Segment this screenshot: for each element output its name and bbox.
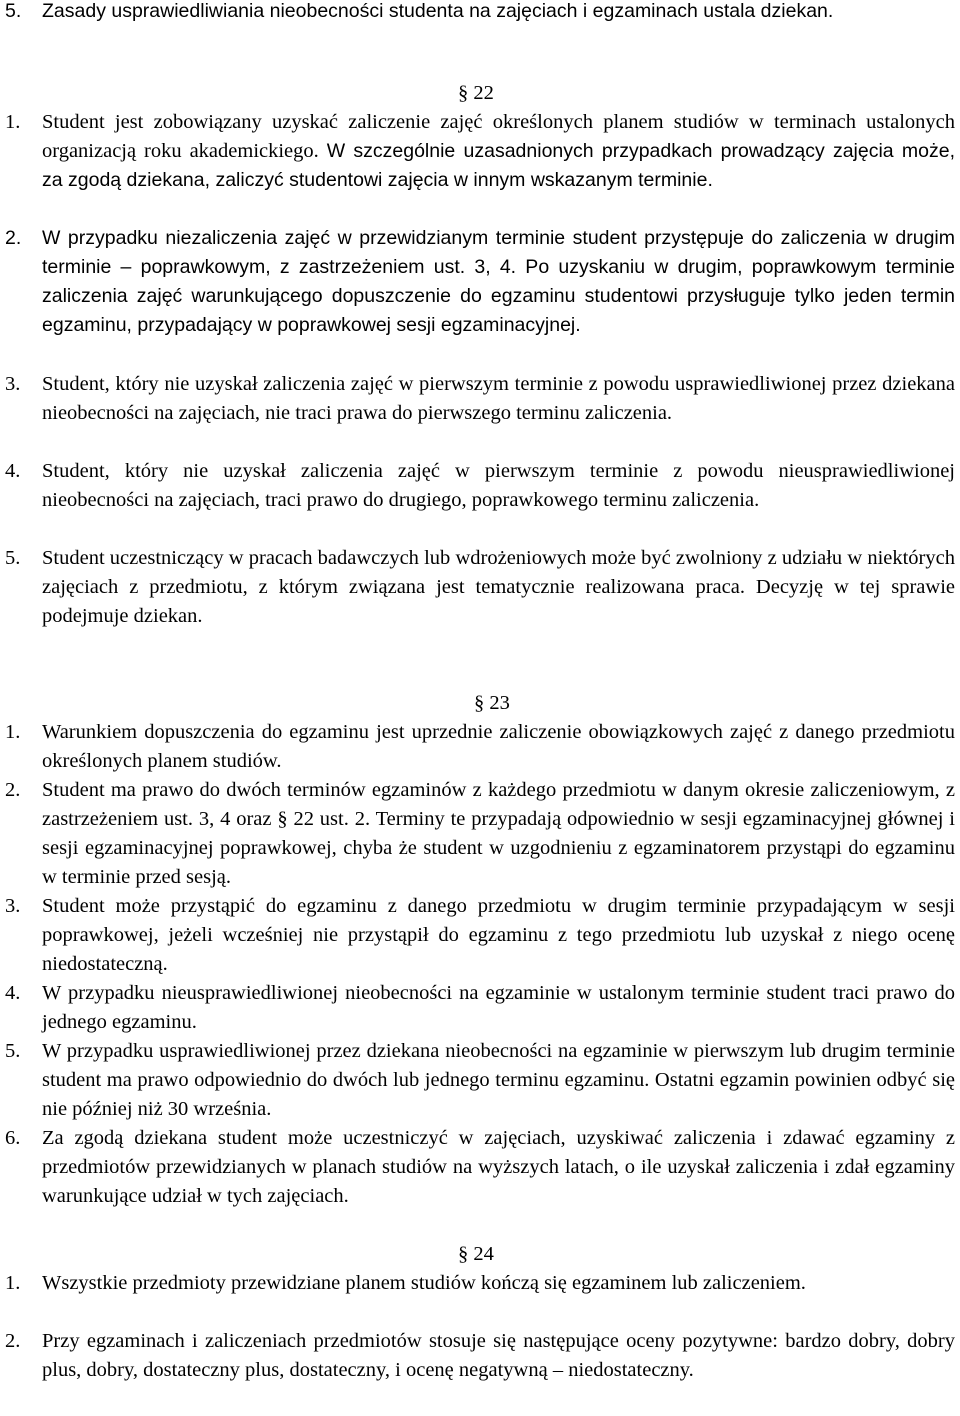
- paragraph-item: [5, 224, 955, 340]
- item-number: 1.: [5, 1272, 21, 1294]
- item-text: Przy egzaminach i zaliczeniach przedmiotów stosuje się następujące oceny pozytywne: bardzo dobry, dobry plus, dobry, dostateczny plus, dostateczny, i ocenę negatywną – niedostateczny.: [42, 1330, 955, 1381]
- item-number: 3.: [5, 373, 21, 395]
- section-heading-23: § 23: [474, 692, 510, 714]
- paragraph-item: [5, 1124, 955, 1211]
- item-number: 2.: [5, 779, 21, 801]
- paragraph-item: [5, 1037, 955, 1124]
- item-text: Student, który nie uzyskał zaliczenia zajęć w pierwszym terminie z powodu usprawiedliwionej przez dziekana nieobecności na zajęciach, nie traci prawa do pierwszego terminu zaliczenia.: [42, 373, 955, 424]
- item-number: 5.: [5, 1040, 21, 1062]
- paragraph-item: [5, 0, 955, 26]
- item-text: Wszystkie przedmioty przewidziane planem studiów kończą się egzaminem lub zaliczeniem.: [42, 1272, 806, 1294]
- paragraph-item: [5, 108, 955, 195]
- item-number: 5.: [5, 0, 22, 22]
- paragraph-item: [5, 1327, 955, 1385]
- item-text: Zasady usprawiedliwiania nieobecności studenta na zajęciach i egzaminach ustala dziekan.: [42, 0, 834, 22]
- item-text: W przypadku niezaliczenia zajęć w przewidzianym terminie student przystępuje do zaliczenia w drugim terminie – poprawkowym, z zastrzeżeniem ust. 3, 4. Po uzyskaniu w drugim, poprawkowym terminie zaliczenia zajęć warunkującego dopuszczenie do egzaminu studentowi przysługuje tylko jeden termin egzaminu, przypadający w poprawkowej sesji egzaminacyjnej.: [42, 227, 955, 336]
- section-heading-24: § 24: [458, 1243, 494, 1265]
- item-number: 1.: [5, 111, 21, 133]
- paragraph-item: [5, 1269, 955, 1298]
- item-text: Student jest zobowiązany uzyskać zaliczenie zajęć określonych planem studiów w terminach ustalonych organizacją roku akademickiego. W szczególnie uzasadnionych przypadkach prowadzący zajęcia może, za zgodą dziekana, zaliczyć studentowi zajęcia w innym wskazanym terminie.: [42, 111, 956, 191]
- item-number: 4.: [5, 982, 21, 1004]
- section-heading-22: § 22: [458, 82, 494, 104]
- paragraph-item: [5, 776, 955, 892]
- item-text: Student ma prawo do dwóch terminów egzaminów z każdego przedmiotu w danym okresie zaliczeniowym, z zastrzeżeniem ust. 3, 4 oraz § 22 ust. 2. Terminy te przypadają odpowiednio w sesji egzaminacyjnej głównej i sesji egzaminacyjnej poprawkowej, chyba że student w uzgodnieniu z egzaminatorem przystąpi do egzaminu w terminie przed sesją.: [42, 779, 955, 888]
- item-text: Student może przystąpić do egzaminu z danego przedmiotu w drugim terminie przypadającym w sesji poprawkowej, jeżeli wcześniej nie przystąpił do egzaminu z tego przedmiotu lub uzyskał z niego ocenę niedostateczną.: [42, 895, 955, 975]
- item-text: Student, który nie uzyskał zaliczenia zajęć w pierwszym terminie z powodu nieusprawiedliwionej nieobecności na zajęciach, traci prawo do drugiego, poprawkowego terminu zaliczenia.: [42, 460, 955, 511]
- item-text: W przypadku usprawiedliwionej przez dziekana nieobecności na egzaminie w pierwszym lub drugim terminie student ma prawo odpowiednio do dwóch lub jednego terminu egzaminu. Ostatni egzamin powinien odbyć się nie później niż 30 września.: [42, 1040, 955, 1120]
- item-number: 1.: [5, 721, 21, 743]
- item-text: Za zgodą dziekana student może uczestniczyć w zajęciach, uzyskiwać zaliczenia i zdawać egzaminy z przedmiotów przewidzianych w planach studiów na wyższych latach, o ile uzyskał zaliczenia i zdał egzaminy warunkujące udział w tych zajęciach.: [42, 1127, 955, 1207]
- item-text: W przypadku nieusprawiedliwionej nieobecności na egzaminie w ustalonym terminie student traci prawo do jednego egzaminu.: [42, 982, 955, 1033]
- item-number: 2.: [5, 227, 22, 249]
- item-number: 6.: [5, 1127, 21, 1149]
- item-text: Student uczestniczący w pracach badawczych lub wdrożeniowych może być zwolniony z udziału w niektórych zajęciach z przedmiotu, z którym związana jest tematycznie realizowana praca. Decyzję w tej sprawie podejmuje dziekan.: [42, 547, 955, 627]
- item-number: 5.: [5, 547, 21, 569]
- paragraph-item: [5, 544, 955, 631]
- item-text: Warunkiem dopuszczenia do egzaminu jest uprzednie zaliczenie obowiązkowych zajęć z danego przedmiotu określonych planem studiów.: [42, 721, 955, 772]
- paragraph-item: [5, 370, 955, 428]
- item-number: 4.: [5, 460, 21, 482]
- paragraph-item: [5, 979, 955, 1037]
- paragraph-item: [5, 718, 955, 776]
- paragraph-item: [5, 457, 955, 515]
- item-number: 3.: [5, 895, 21, 917]
- paragraph-item: [5, 892, 955, 979]
- item-number: 2.: [5, 1330, 21, 1352]
